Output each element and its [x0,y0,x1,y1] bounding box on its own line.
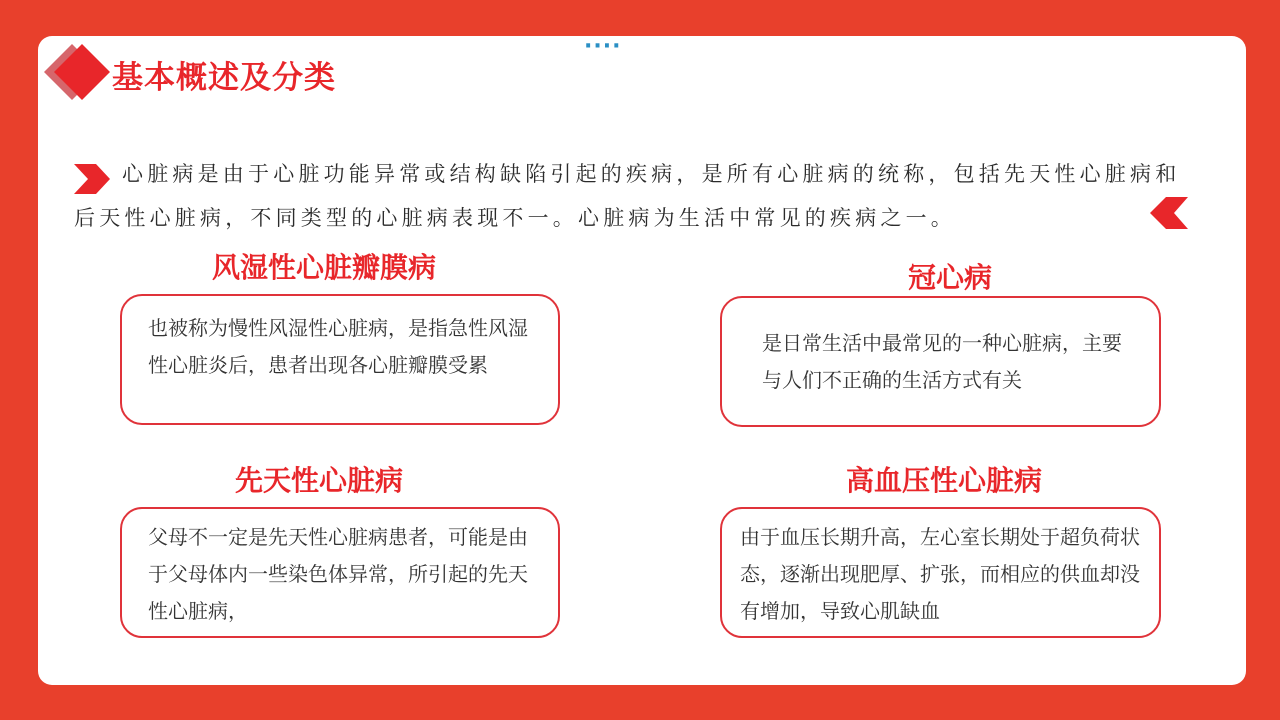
category-desc-hypertensive: 由于血压长期升高，左心室长期处于超负荷状态，逐渐出现肥厚、扩张，而相应的供血却没有增加，导致心肌缺血 [740,525,1140,623]
intro-text: 心脏病是由于心脏功能异常或结构缺陷引起的疾病，是所有心脏病的统称，包括先天性心脏病和后天性心脏病，不同类型的心脏病表现不一。心脏病为生活中常见的疾病之一。 [74,162,1181,230]
category-title-congenital: 先天性心脏病 [235,464,404,497]
page-title: 基本概述及分类 [112,60,336,96]
category-title-rheumatic: 风湿性心脏瓣膜病 [212,251,437,284]
category-desc-rheumatic: 也被称为慢性风湿性心脏病，是指急性风湿性心脏炎后，患者出现各心脏瓣膜受累 [148,316,528,377]
category-title-hypertensive: 高血压性心脏病 [846,464,1043,497]
chevron-right-icon [74,164,122,184]
intro-paragraph [74,152,1186,240]
category-box-hypertensive [720,507,1161,638]
category-desc-coronary: 是日常生活中最常见的一种心脏病，主要与人们不正确的生活方式有关 [762,331,1122,392]
chevron-left-icon [1150,197,1188,229]
category-box-coronary [720,296,1161,427]
dots-decoration: ···· [584,34,622,59]
category-box-congenital [120,507,560,638]
category-box-rheumatic [120,294,560,425]
category-title-coronary: 冠心病 [908,261,993,294]
diamond-deco-icon [42,44,112,100]
category-desc-congenital: 父母不一定是先天性心脏病患者，可能是由于父母体内一些染色体异常，所引起的先天性心脏病， [148,525,528,623]
